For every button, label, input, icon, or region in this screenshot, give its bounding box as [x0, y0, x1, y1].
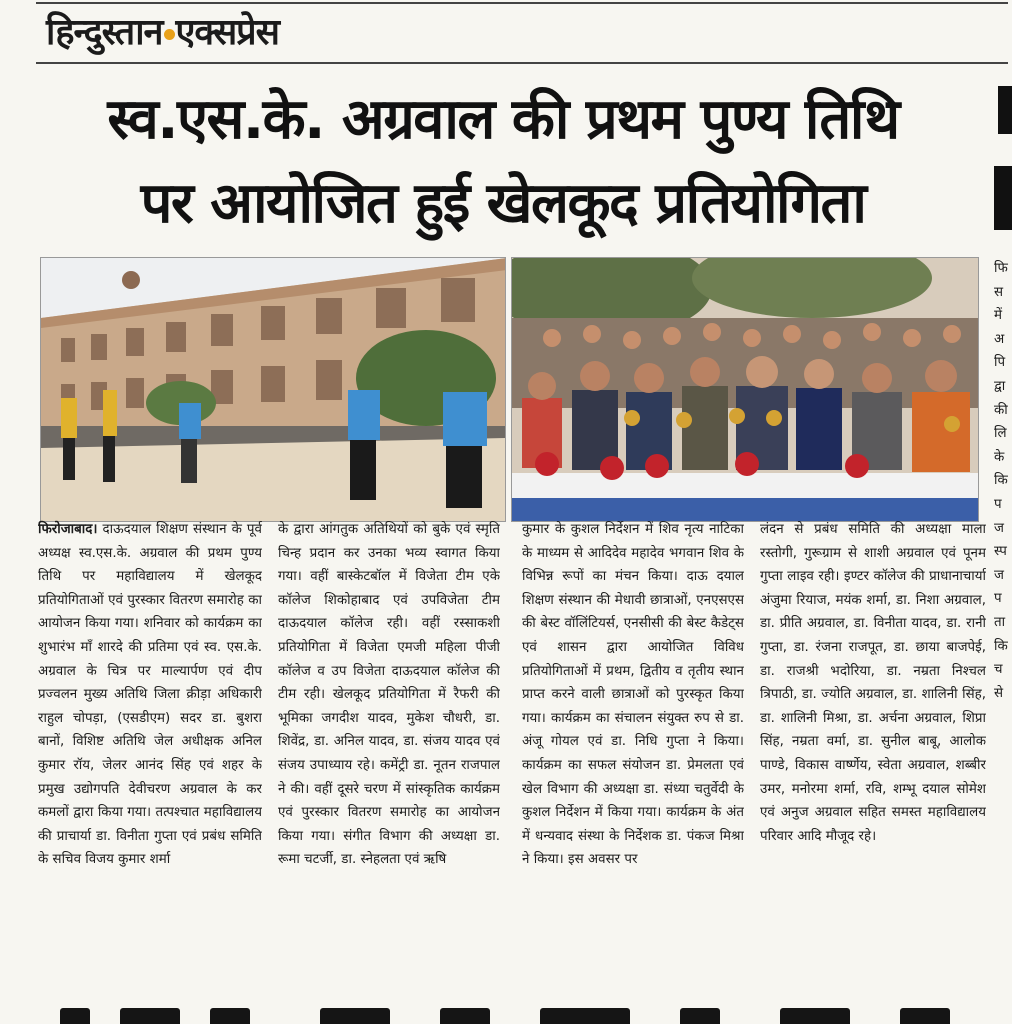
masthead-title [46, 8, 279, 58]
masthead-part2: एक्सप्रेस [175, 12, 279, 53]
next-headline-fragment [20, 1000, 1012, 1024]
article-column-3-text: कुमार के कुशल निर्देशन में शिव नृत्य नाटिका के माध्यम से आदिदेव महादेव भगवान शिव के विभिन्न रूपों का मंचन किया। दाऊ दयाल शिक्षण संस्थान की मेधावी छात्राओं, एनएसएस की बेस्ट वॉलिंटियर्स, एनसीसी की बेस्ट कैडेट्स एवं शासन द्वारा आयोजित विविध प्रतियोगिताओं में प्रथम, द्वितीय व तृतीय स्थान प्राप्त करने वाली छात्राओं को पुरस्कृत किया गया। कार्यक्रम का संचालन संयुक्त रुप से डा. अंजू गोयल एवं डा. निधि गुप्ता ने किया। कार्यक्रम का सफल संयोजन डा. प्रेमलता एवं खेल विभाग की अध्यक्षा डा. संध्या चतुर्वेदी के कुशल निर्देशन में किया गया। कार्यक्रम के अंत में धन्यवाद संस्था के निर्देशक डा. पंकज मिश्रा ने किया। इस अवसर पर [522, 522, 744, 868]
headline [38, 78, 968, 246]
headline-line-1: स्व.एस.के. अग्रवाल की प्रथम पुण्य तिथि [107, 87, 899, 152]
article-column-4-text: लंदन से प्रबंध समिति की अध्यक्षा माला रस्तोगी, गुरूग्राम से शाशी अग्रवाल एवं पूनम गुप्ता लाइव रही। इण्टर कॉलेज की प्राधानाचार्या अंजुमा रियाज, मयंक शर्मा, डा. निशा अग्रवाल, डा. प्रीति अग्रवाल, डा. विनीता यादव, डा. रानी गुप्ता, डा. रंजना राजपूत, डा. छाया बाजपेई, डा. राजश्री भदोरिया, डा. नम्रता निश्चल त्रिपाठी, डा. ज्योति अग्रवाल, डा. शालिनी सिंह, डा. शालिनी मिश्रा, डा. अर्चना अग्रवाल, शिप्रा सिंह, नम्रता वर्मा, डा. सुनील बाबू, आलोक पाण्डे, विकास वार्ष्णेय, स्वेता अग्रवाल, शब्बीर उमर, मनोरमा शर्मा, रवि, शम्भू दयाल सोमेश एवं अनुज अग्रवाल सहित समस्त महाविद्यालय परिवार आदि मौजूद रहे। [760, 522, 986, 844]
article-column-1-text: दाऊदयाल शिक्षण संस्थान के पूर्व अध्यक्ष स्व.एस.के. अग्रवाल की प्रथम पुण्य तिथि पर महाविद्यालय में खेलकूद प्रतियोगिताओं एवं पुरस्कार वितरण समारोह का आयोजन किया गया। शनिवार को कार्यक्रम का शुभारंभ माँ शारदे की प्रतिमा एवं स्व. एस.के. अग्रवाल के चित्र पर माल्यार्पण एवं दीप प्रज्वलन मुख्य अतिथि जिला क्रीड़ा अधिकारी राहुल चोपड़ा, (एसडीएम) सदर डा. बुशरा बानों, विशिष्ट अतिथि जेल अधीक्षक अनिल कुमार रॉय, जेलर आनंद सिंह एवं शहर के प्रमुख उद्योगपति देवीचरण अग्रवाल के कर कमलों द्वारा किया गया। तत्पश्चात महाविद्यालय की प्राचार्या डा. विनीता गुप्ता एवं प्रबंध समिति के सचिव विजय कुमार शर्मा [38, 522, 262, 868]
article-column-2 [278, 518, 500, 994]
article-column-1 [38, 518, 262, 994]
guests-seated-photo [511, 257, 979, 522]
adjacent-headline-fragment [990, 86, 1012, 236]
adjacent-article-text: फि स में अ पि द्वा की लि के कि प ज स्प ज प ता कि च से [994, 261, 1008, 701]
masthead-dot-icon [164, 29, 175, 40]
masthead [36, 2, 1008, 64]
headline-line-2: पर आयोजित हुई खेलकूद प्रतियोगिता [140, 171, 866, 236]
article-column-4 [760, 518, 986, 994]
masthead-part1: हिन्दुस्तान [46, 12, 163, 53]
adjacent-article-fragment [994, 257, 1012, 717]
article-column-2-text: के द्वारा आंगतुक अतिथियों को बुके एवं स्मृति चिन्ह प्रदान कर उनका भव्य स्वागत किया गया। वहीं बास्केटबॉल में विजेता टीम एके कॉलेज शिकोहाबाद एवं उपविजेता टीम दाऊदयाल कॉलेज रही। वहीं रस्साकशी प्रतियोगिता में विजेता एमजी महिला पीजी कॉलेज व उप विजेता दाऊदयाल कॉलेज की टीम रही। खेलकूद प्रतियोगिता में रैफरी की भूमिका जगदीश यादव, मुकेश चौधरी, डा. शिवेंद्र, डा. अनिल यादव, डा. संजय यादव एवं संजय उपाध्याय रहे। कमेंट्री डा. नूतन राजपाल ने की। वहीं दूसरे चरण में सांस्कृतिक कार्यक्रम एवं पुरस्कार वितरण समारोह का आयोजन किया गया। संगीत विभाग की अध्यक्षा डा. रूमा चटर्जी, डा. स्नेहलता एवं ऋषि [278, 522, 500, 868]
basketball-match-photo [40, 257, 506, 522]
dateline: फिरोजाबाद। [38, 522, 98, 537]
article-column-3 [522, 518, 744, 994]
article-body [38, 518, 988, 994]
